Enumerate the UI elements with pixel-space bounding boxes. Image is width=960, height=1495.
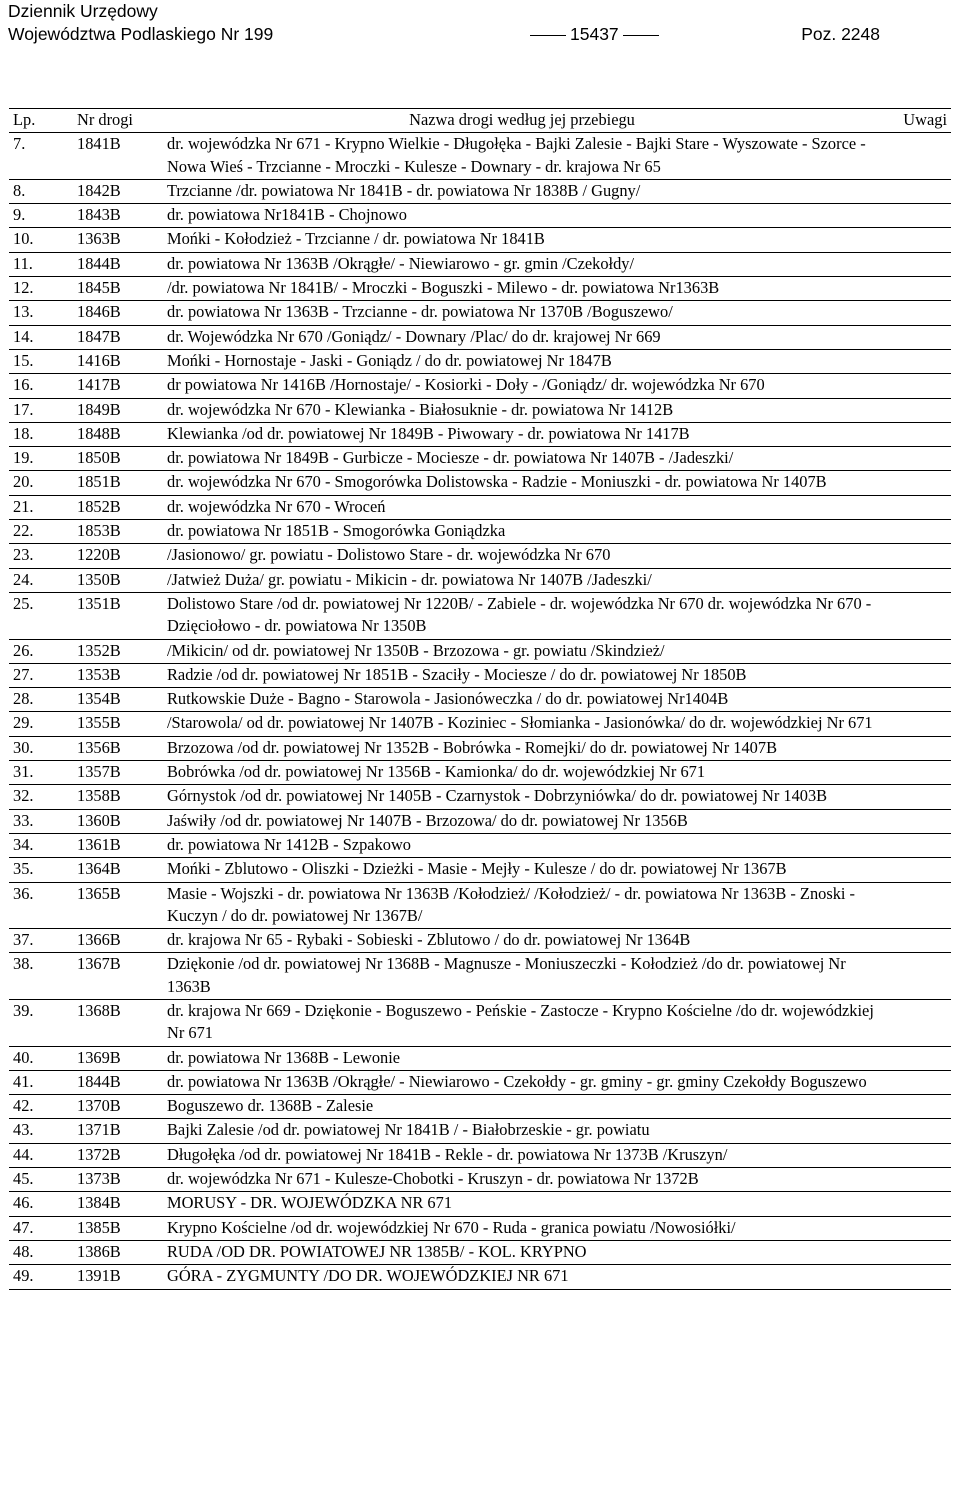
road-number-cell: 1386B	[73, 1240, 163, 1264]
row-number-cell: 34.	[9, 833, 73, 857]
road-number-cell: 1368B	[73, 999, 163, 1046]
road-number-cell: 1355B	[73, 712, 163, 736]
row-number-cell: 10.	[9, 228, 73, 252]
road-number-cell: 1841B	[73, 133, 163, 180]
remarks-cell	[881, 999, 951, 1046]
remarks-cell	[881, 568, 951, 592]
row-number-cell: 47.	[9, 1216, 73, 1240]
remarks-cell	[881, 471, 951, 495]
table-row	[9, 882, 951, 929]
remarks-cell	[881, 736, 951, 760]
road-name-cell: dr. powiatowa Nr 1851B - Smogorówka Goniądzka	[163, 520, 881, 544]
row-number-cell: 41.	[9, 1070, 73, 1094]
road-name-cell: dr. krajowa Nr 669 - Dziękonie - Boguszewo - Peńskie - Zastocze - Krypno Kościelne /do dr. wojewódzkiej Nr 671	[163, 999, 881, 1046]
row-number-cell: 24.	[9, 568, 73, 592]
table-row	[9, 471, 951, 495]
row-number-cell: 8.	[9, 179, 73, 203]
dash-right	[623, 35, 659, 36]
row-number-cell: 12.	[9, 277, 73, 301]
remarks-cell	[881, 809, 951, 833]
remarks-cell	[881, 349, 951, 373]
remarks-cell	[881, 1143, 951, 1167]
row-number-cell: 33.	[9, 809, 73, 833]
remarks-cell	[881, 277, 951, 301]
road-number-cell: 1369B	[73, 1046, 163, 1070]
row-number-cell: 22.	[9, 520, 73, 544]
row-number-cell: 23.	[9, 544, 73, 568]
road-number-cell: 1366B	[73, 929, 163, 953]
row-number-cell: 42.	[9, 1095, 73, 1119]
road-name-cell: GÓRA - ZYGMUNTY /DO DR. WOJEWÓDZKIEJ NR 671	[163, 1265, 881, 1289]
road-name-cell: Bobrówka /od dr. powiatowej Nr 1356B - Kamionka/ do dr. wojewódzkiej Nr 671	[163, 761, 881, 785]
remarks-cell	[881, 447, 951, 471]
road-number-cell: 1361B	[73, 833, 163, 857]
road-name-cell: Brzozowa /od dr. powiatowej Nr 1352B - Bobrówka - Romejki/ do dr. powiatowej Nr 1407B	[163, 736, 881, 760]
road-name-cell: dr. krajowa Nr 65 - Rybaki - Sobieski - Zblutowo / do dr. powiatowej Nr 1364B	[163, 929, 881, 953]
table-row	[9, 953, 951, 1000]
road-number-cell: 1391B	[73, 1265, 163, 1289]
row-number-cell: 9.	[9, 204, 73, 228]
road-name-cell: dr. powiatowa Nr1841B - Chojnowo	[163, 204, 881, 228]
page-number-block	[526, 23, 663, 46]
remarks-cell	[881, 1095, 951, 1119]
row-number-cell: 21.	[9, 495, 73, 519]
table-row	[9, 520, 951, 544]
road-name-cell: Dziękonie /od dr. powiatowej Nr 1368B - Magnusze - Moniuszeczki - Kołodzież /do dr. powiatowej Nr 1363B	[163, 953, 881, 1000]
road-number-cell: 1356B	[73, 736, 163, 760]
table-row	[9, 349, 951, 373]
remarks-cell	[881, 1192, 951, 1216]
table-row	[9, 999, 951, 1046]
road-number-cell: 1844B	[73, 252, 163, 276]
remarks-cell	[881, 688, 951, 712]
road-name-cell: dr. powiatowa Nr 1363B - Trzcianne - dr. powiatowa Nr 1370B /Boguszewo/	[163, 301, 881, 325]
journal-issue: Województwa Podlaskiego Nr 199	[8, 24, 274, 44]
row-number-cell: 37.	[9, 929, 73, 953]
road-name-cell: dr powiatowa Nr 1416B /Hornostaje/ - Kosiorki - Doły - /Goniądz/ dr. wojewódzka Nr 670	[163, 374, 881, 398]
road-number-cell: 1385B	[73, 1216, 163, 1240]
road-number-cell: 1416B	[73, 349, 163, 373]
dash-left	[530, 35, 566, 36]
road-name-cell: Krypno Kościelne /od dr. wojewódzkiej Nr 670 - Ruda - granica powiatu /Nowosiółki/	[163, 1216, 881, 1240]
road-name-cell: Mońki - Kołodzież - Trzcianne / dr. powiatowa Nr 1841B	[163, 228, 881, 252]
table-row	[9, 1216, 951, 1240]
row-number-cell: 30.	[9, 736, 73, 760]
row-number-cell: 27.	[9, 663, 73, 687]
table-row	[9, 228, 951, 252]
row-number-cell: 20.	[9, 471, 73, 495]
row-number-cell: 49.	[9, 1265, 73, 1289]
road-number-cell: 1350B	[73, 568, 163, 592]
roads-table	[9, 108, 951, 1290]
road-number-cell: 1417B	[73, 374, 163, 398]
remarks-cell	[881, 785, 951, 809]
row-number-cell: 11.	[9, 252, 73, 276]
remarks-cell	[881, 1046, 951, 1070]
road-name-cell: dr. powiatowa Nr 1849B - Gurbicze - Mociesze - dr. powiatowa Nr 1407B - /Jadeszki/	[163, 447, 881, 471]
road-name-cell: /dr. powiatowa Nr 1841B/ - Mroczki - Boguszki - Milewo - dr. powiatowa Nr1363B	[163, 277, 881, 301]
column-header-road-number: Nr drogi	[73, 109, 163, 133]
road-name-cell: dr. wojewódzka Nr 670 - Wroceń	[163, 495, 881, 519]
table-row	[9, 712, 951, 736]
road-name-cell: Jaświły /od dr. powiatowej Nr 1407B - Brzozowa/ do dr. powiatowej Nr 1356B	[163, 809, 881, 833]
remarks-cell	[881, 953, 951, 1000]
road-number-cell: 1370B	[73, 1095, 163, 1119]
road-number-cell: 1363B	[73, 228, 163, 252]
road-name-cell: Boguszewo dr. 1368B - Zalesie	[163, 1095, 881, 1119]
row-number-cell: 38.	[9, 953, 73, 1000]
remarks-cell	[881, 833, 951, 857]
table-row	[9, 1240, 951, 1264]
table-row	[9, 1095, 951, 1119]
table-row	[9, 277, 951, 301]
remarks-cell	[881, 398, 951, 422]
road-number-cell: 1353B	[73, 663, 163, 687]
remarks-cell	[881, 1216, 951, 1240]
table-row	[9, 1192, 951, 1216]
road-name-cell: /Jatwież Duża/ gr. powiatu - Mikicin - dr. powiatowa Nr 1407B /Jadeszki/	[163, 568, 881, 592]
table-row	[9, 592, 951, 639]
road-number-cell: 1365B	[73, 882, 163, 929]
road-number-cell: 1853B	[73, 520, 163, 544]
road-number-cell: 1850B	[73, 447, 163, 471]
road-number-cell: 1848B	[73, 422, 163, 446]
road-name-cell: MORUSY - DR. WOJEWÓDZKA NR 671	[163, 1192, 881, 1216]
remarks-cell	[881, 228, 951, 252]
road-number-cell: 1373B	[73, 1168, 163, 1192]
road-name-cell: dr. powiatowa Nr 1363B /Okrągłe/ - Niewiarowo - gr. gmin /Czekołdy/	[163, 252, 881, 276]
column-header-lp: Lp.	[9, 109, 73, 133]
table-row	[9, 544, 951, 568]
table-row	[9, 663, 951, 687]
road-name-cell: Rutkowskie Duże - Bagno - Starowola - Jasionóweczka / do dr. powiatowej Nr1404B	[163, 688, 881, 712]
remarks-cell	[881, 1168, 951, 1192]
table-row	[9, 1143, 951, 1167]
road-number-cell: 1352B	[73, 639, 163, 663]
row-number-cell: 25.	[9, 592, 73, 639]
row-number-cell: 28.	[9, 688, 73, 712]
remarks-cell	[881, 252, 951, 276]
road-number-cell: 1371B	[73, 1119, 163, 1143]
row-number-cell: 14.	[9, 325, 73, 349]
road-name-cell: Radzie /od dr. powiatowej Nr 1851B - Szaciły - Mociesze / do dr. powiatowej Nr 1850B	[163, 663, 881, 687]
road-name-cell: dr. powiatowa Nr 1363B /Okrągłe/ - Niewiarowo - Czekołdy - gr. gminy - gr. gminy Czekołdy Boguszewo	[163, 1070, 881, 1094]
page-number: 15437	[570, 24, 619, 44]
table-row	[9, 447, 951, 471]
table-row	[9, 858, 951, 882]
road-name-cell: Dolistowo Stare /od dr. powiatowej Nr 1220B/ - Zabiele - dr. wojewódzka Nr 670 dr. wojewódzka Nr 670 - Dzięciołowo - dr. powiatowa Nr 1350B	[163, 592, 881, 639]
road-name-cell: Górnystok /od dr. powiatowej Nr 1405B - Czarnystok - Dobrzyniówka/ do dr. powiatowej Nr 1403B	[163, 785, 881, 809]
road-number-cell: 1358B	[73, 785, 163, 809]
row-number-cell: 29.	[9, 712, 73, 736]
row-number-cell: 40.	[9, 1046, 73, 1070]
remarks-cell	[881, 520, 951, 544]
table-row	[9, 809, 951, 833]
remarks-cell	[881, 663, 951, 687]
table-row	[9, 179, 951, 203]
table-row	[9, 204, 951, 228]
row-number-cell: 44.	[9, 1143, 73, 1167]
remarks-cell	[881, 325, 951, 349]
road-number-cell: 1357B	[73, 761, 163, 785]
row-number-cell: 31.	[9, 761, 73, 785]
road-name-cell: dr. wojewódzka Nr 671 - Krypno Wielkie - Długołęka - Bajki Zalesie - Bajki Stare - Wyszowate - Szorce - Nowa Wieś - Trzcianne - Mroczki - Kulesze - Downary - dr. krajowa Nr 65	[163, 133, 881, 180]
remarks-cell	[881, 544, 951, 568]
row-number-cell: 15.	[9, 349, 73, 373]
road-number-cell: 1384B	[73, 1192, 163, 1216]
table-row	[9, 495, 951, 519]
road-name-cell: /Starowola/ od dr. powiatowej Nr 1407B - Koziniec - Słomianka - Jasionówka/ do dr. wojewódzkiej Nr 671	[163, 712, 881, 736]
remarks-cell	[881, 592, 951, 639]
column-header-remarks: Uwagi	[881, 109, 951, 133]
road-name-cell: /Mikicin/ od dr. powiatowej Nr 1350B - Brzozowa - gr. powiatu /Skindzież/	[163, 639, 881, 663]
road-name-cell: dr. wojewódzka Nr 670 - Smogorówka Dolistowska - Radzie - Moniuszki - dr. powiatowa Nr 1407B	[163, 471, 881, 495]
row-number-cell: 16.	[9, 374, 73, 398]
remarks-cell	[881, 639, 951, 663]
road-number-cell: 1360B	[73, 809, 163, 833]
table-row	[9, 398, 951, 422]
row-number-cell: 43.	[9, 1119, 73, 1143]
table-row	[9, 1046, 951, 1070]
table-row	[9, 1119, 951, 1143]
road-number-cell: 1220B	[73, 544, 163, 568]
road-number-cell: 1847B	[73, 325, 163, 349]
remarks-cell	[881, 301, 951, 325]
remarks-cell	[881, 929, 951, 953]
position-label: Poz. 2248	[801, 24, 880, 44]
remarks-cell	[881, 133, 951, 180]
table-row	[9, 639, 951, 663]
road-name-cell: dr. powiatowa Nr 1412B - Szpakowo	[163, 833, 881, 857]
row-number-cell: 32.	[9, 785, 73, 809]
table-row	[9, 736, 951, 760]
road-name-cell: /Jasionowo/ gr. powiatu - Dolistowo Stare - dr. wojewódzka Nr 670	[163, 544, 881, 568]
table-header-row	[9, 109, 951, 133]
remarks-cell	[881, 179, 951, 203]
road-number-cell: 1851B	[73, 471, 163, 495]
road-name-cell: dr. Wojewódzka Nr 670 /Goniądz/ - Downary /Plac/ do dr. krajowej Nr 669	[163, 325, 881, 349]
remarks-cell	[881, 422, 951, 446]
road-name-cell: dr. wojewódzka Nr 671 - Kulesze-Chobotki - Kruszyn - dr. powiatowa Nr 1372B	[163, 1168, 881, 1192]
table-row	[9, 301, 951, 325]
table-row	[9, 785, 951, 809]
row-number-cell: 35.	[9, 858, 73, 882]
table-row	[9, 761, 951, 785]
road-number-cell: 1372B	[73, 1143, 163, 1167]
remarks-cell	[881, 761, 951, 785]
remarks-cell	[881, 1265, 951, 1289]
row-number-cell: 48.	[9, 1240, 73, 1264]
remarks-cell	[881, 882, 951, 929]
road-name-cell: Klewianka /od dr. powiatowej Nr 1849B - Piwowary - dr. powiatowa Nr 1417B	[163, 422, 881, 446]
row-number-cell: 36.	[9, 882, 73, 929]
road-name-cell: dr. wojewódzka Nr 670 - Klewianka - Białosuknie - dr. powiatowa Nr 1412B	[163, 398, 881, 422]
table-body	[9, 133, 951, 1289]
road-name-cell: Trzcianne /dr. powiatowa Nr 1841B - dr. powiatowa Nr 1838B / Gugny/	[163, 179, 881, 203]
remarks-cell	[881, 712, 951, 736]
road-name-cell: Długołęka /od dr. powiatowej Nr 1841B - Rekle - dr. powiatowa Nr 1373B /Kruszyn/	[163, 1143, 881, 1167]
road-name-cell: RUDA /OD DR. POWIATOWEJ NR 1385B/ - KOL. KRYPNO	[163, 1240, 881, 1264]
road-number-cell: 1849B	[73, 398, 163, 422]
road-number-cell: 1842B	[73, 179, 163, 203]
table-row	[9, 1070, 951, 1094]
table-row	[9, 252, 951, 276]
road-number-cell: 1843B	[73, 204, 163, 228]
table-row	[9, 133, 951, 180]
row-number-cell: 46.	[9, 1192, 73, 1216]
road-name-cell: Mońki - Hornostaje - Jaski - Goniądz / do dr. powiatowej Nr 1847B	[163, 349, 881, 373]
road-name-cell: Bajki Zalesie /od dr. powiatowej Nr 1841B / - Białobrzeskie - gr. powiatu	[163, 1119, 881, 1143]
row-number-cell: 7.	[9, 133, 73, 180]
remarks-cell	[881, 1119, 951, 1143]
road-number-cell: 1846B	[73, 301, 163, 325]
table-row	[9, 688, 951, 712]
row-number-cell: 17.	[9, 398, 73, 422]
table-row	[9, 1265, 951, 1289]
road-number-cell: 1845B	[73, 277, 163, 301]
table-row	[9, 929, 951, 953]
remarks-cell	[881, 374, 951, 398]
road-number-cell: 1367B	[73, 953, 163, 1000]
remarks-cell	[881, 1240, 951, 1264]
row-number-cell: 19.	[9, 447, 73, 471]
table-row	[9, 1168, 951, 1192]
table-row	[9, 325, 951, 349]
road-name-cell: Mońki - Zblutowo - Oliszki - Dzieżki - Masie - Mejły - Kulesze / do dr. powiatowej Nr 1367B	[163, 858, 881, 882]
row-number-cell: 39.	[9, 999, 73, 1046]
column-header-road-name: Nazwa drogi według jej przebiegu	[163, 109, 881, 133]
road-number-cell: 1844B	[73, 1070, 163, 1094]
row-number-cell: 45.	[9, 1168, 73, 1192]
row-number-cell: 18.	[9, 422, 73, 446]
road-name-cell: Masie - Wojszki - dr. powiatowa Nr 1363B /Kołodzież/ /Kołodzież/ - dr. powiatowa Nr 1363B - Znoski - Kuczyn / do dr. powiatowej Nr 1367B/	[163, 882, 881, 929]
remarks-cell	[881, 495, 951, 519]
table-row	[9, 422, 951, 446]
table-row	[9, 568, 951, 592]
remarks-cell	[881, 1070, 951, 1094]
road-number-cell: 1852B	[73, 495, 163, 519]
table-row	[9, 374, 951, 398]
journal-title: Dziennik Urzędowy	[8, 1, 158, 21]
table-row	[9, 833, 951, 857]
road-name-cell: dr. powiatowa Nr 1368B - Lewonie	[163, 1046, 881, 1070]
remarks-cell	[881, 204, 951, 228]
road-number-cell: 1364B	[73, 858, 163, 882]
row-number-cell: 13.	[9, 301, 73, 325]
road-number-cell: 1351B	[73, 592, 163, 639]
row-number-cell: 26.	[9, 639, 73, 663]
remarks-cell	[881, 858, 951, 882]
road-number-cell: 1354B	[73, 688, 163, 712]
